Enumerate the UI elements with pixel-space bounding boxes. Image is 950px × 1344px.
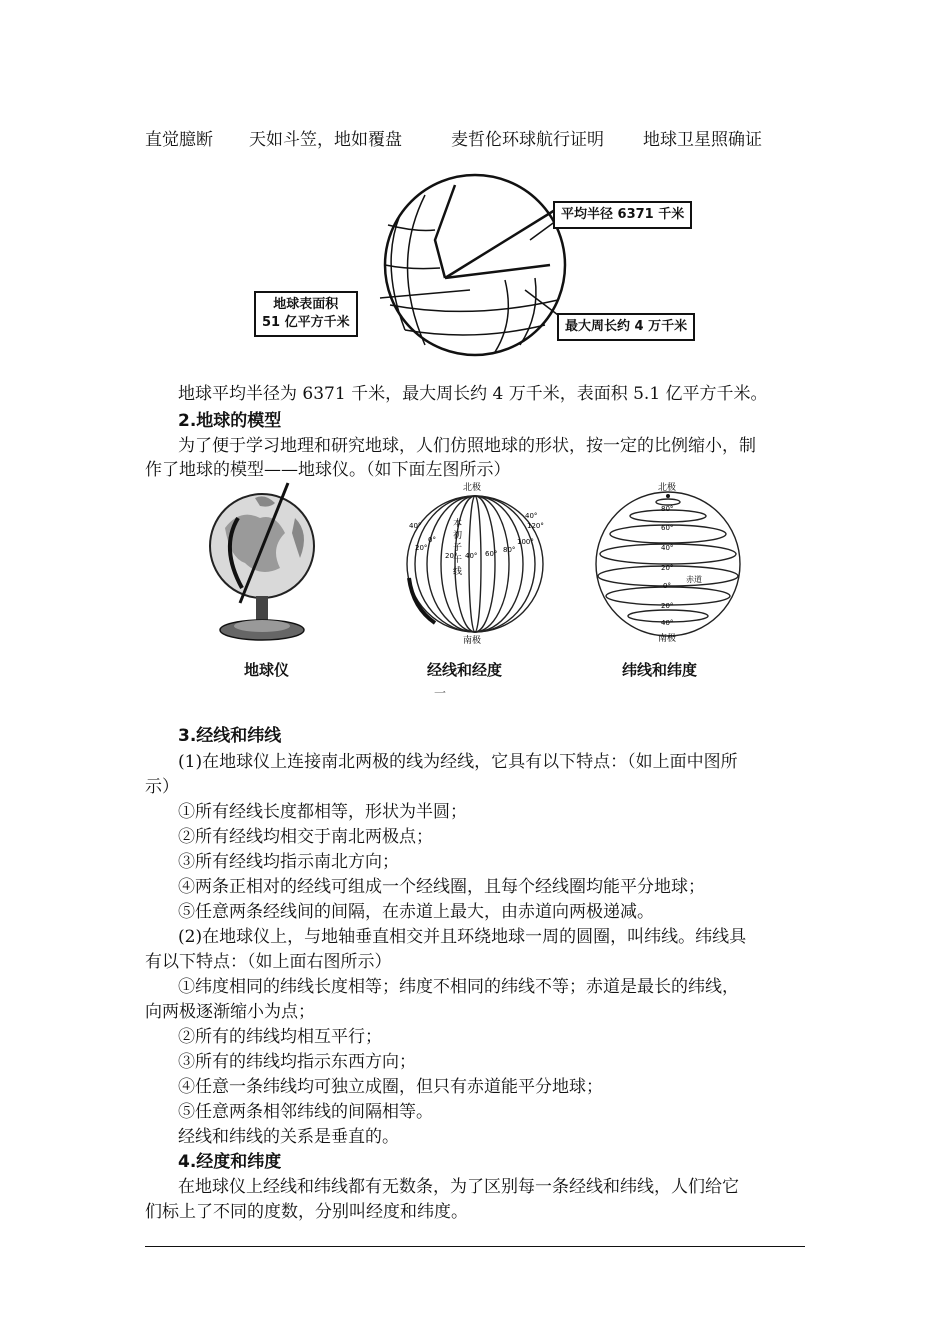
label-south-pole: 南极 xyxy=(463,636,482,646)
cutaway-edge xyxy=(435,185,455,278)
parallel-globe xyxy=(588,478,748,646)
meridian-label: 120° xyxy=(527,522,544,530)
section3-line6: ④两条正相对的经线可组成一个经线圈，且每个经线圈均能平分地球； xyxy=(178,877,705,897)
label-equator: 赤道 xyxy=(686,575,702,584)
prime-char-3: 子 xyxy=(453,543,463,553)
caption-intuition: 直觉臆断 xyxy=(145,130,213,150)
lat-label: 0° xyxy=(663,582,671,590)
section3-line5: ③所有经线均指示南北方向； xyxy=(178,852,399,872)
section4-heading: 4.经度和纬度 xyxy=(178,1152,282,1172)
label-avg-radius: 平均半径 6371 千米 xyxy=(553,201,692,229)
caption-meridian: 经线和经度 xyxy=(427,661,503,679)
caption-magellan: 麦哲伦环球航行证明 xyxy=(451,130,604,150)
section3-line16: 经线和纬线的关系是垂直的。 xyxy=(178,1127,399,1147)
section3-line3: ①所有经线长度都相等，形状为半圆； xyxy=(178,802,467,822)
globe-illustration xyxy=(200,478,340,650)
lat-label: 20° xyxy=(661,564,674,572)
label-surface-area xyxy=(254,291,358,337)
meridian-label: 40° xyxy=(525,512,538,520)
meridian-label: 40° xyxy=(465,552,478,560)
prime-char-2: 初 xyxy=(453,531,463,541)
lat-label: 80° xyxy=(661,505,674,513)
section3-line7: ⑤任意两条经线间的间隔，在赤道上最大，由赤道向两极递减。 xyxy=(178,902,654,922)
prime-char-4: 午 xyxy=(453,555,463,565)
section2-line1: 为了便于学习地理和研究地球，人们仿照地球的形状，按一定的比例缩小，制 xyxy=(178,436,756,456)
section3-line11: 向两极逐渐缩小为点； xyxy=(145,1002,315,1022)
section3-line10: ①纬度相同的纬线长度相等；纬度不相同的纬线不等；赤道是最长的纬线， xyxy=(178,977,739,997)
section2-heading: 2.地球的模型 xyxy=(178,411,282,431)
meridian-label: 100° xyxy=(517,538,534,546)
label-south-pole-2: 南极 xyxy=(658,634,677,644)
footer-rule xyxy=(145,1246,805,1247)
small-dash: 一 xyxy=(434,686,447,700)
meridian-label: 20° xyxy=(445,552,458,560)
lat-label: 40° xyxy=(661,544,674,552)
prime-char-5: 线 xyxy=(453,567,463,577)
caption-parallel: 纬线和纬度 xyxy=(622,661,698,679)
meridian-label: 80° xyxy=(503,546,516,554)
lat-label: 20° xyxy=(661,602,674,610)
section3-heading: 3.经线和纬线 xyxy=(178,726,282,746)
section3-line8: (2)在地球仪上，与地轴垂直相交并且环绕地球一周的圆圈，叫纬线。纬线具 xyxy=(178,927,747,947)
lat-label: 40° xyxy=(661,619,674,627)
meridian-globe xyxy=(395,478,555,646)
section3-line1: (1)在地球仪上连接南北两极的线为经线，它具有以下特点：（如上面中图所 xyxy=(178,752,738,772)
label-north-pole: 北极 xyxy=(463,483,482,493)
section3-line2: 示） xyxy=(145,777,179,797)
meridian-label: 20° xyxy=(415,544,428,552)
caption-globe: 地球仪 xyxy=(244,661,290,679)
section3-line14: ④任意一条纬线均可独立成圈，但只有赤道能平分地球； xyxy=(178,1077,603,1097)
earth-outline xyxy=(385,175,565,355)
prime-char-1: 本 xyxy=(453,519,463,529)
section4-line2: 们标上了不同的度数，分别叫经度和纬度。 xyxy=(145,1202,468,1222)
label-north-pole-2: 北极 xyxy=(658,483,677,493)
lat-label: 60° xyxy=(661,524,674,532)
meridian-label: 40° xyxy=(409,522,422,530)
para-earth-size: 地球平均半径为 6371 千米，最大周长约 4 万千米，表面积 5.1 亿平方千米。 xyxy=(178,384,768,404)
caption-sky-dome: 天如斗笠，地如覆盘 xyxy=(249,130,402,150)
section3-line9: 有以下特点：（如上面右图所示） xyxy=(145,952,392,972)
section2-line2: 作了地球的模型——地球仪。（如下面左图所示） xyxy=(145,460,511,480)
section3-line15: ⑤任意两条相邻纬线的间隔相等。 xyxy=(178,1102,433,1122)
label-surface-area-line2: 51 亿平方千米 xyxy=(262,315,350,330)
section3-line13: ③所有的纬线均指示东西方向； xyxy=(178,1052,416,1072)
meridian-label: 0° xyxy=(428,536,436,544)
section3-line12: ②所有的纬线均相互平行； xyxy=(178,1027,382,1047)
section4-line1: 在地球仪上经线和纬线都有无数条，为了区别每一条经线和纬线，人们给它 xyxy=(178,1177,739,1197)
caption-satellite: 地球卫星照确证 xyxy=(643,130,762,150)
meridian-label: 60° xyxy=(485,550,498,558)
section3-line4: ②所有经线均相交于南北两极点； xyxy=(178,827,433,847)
label-circumference: 最大周长约 4 万千米 xyxy=(557,313,695,341)
label-surface-area-line1: 地球表面积 xyxy=(273,297,339,312)
